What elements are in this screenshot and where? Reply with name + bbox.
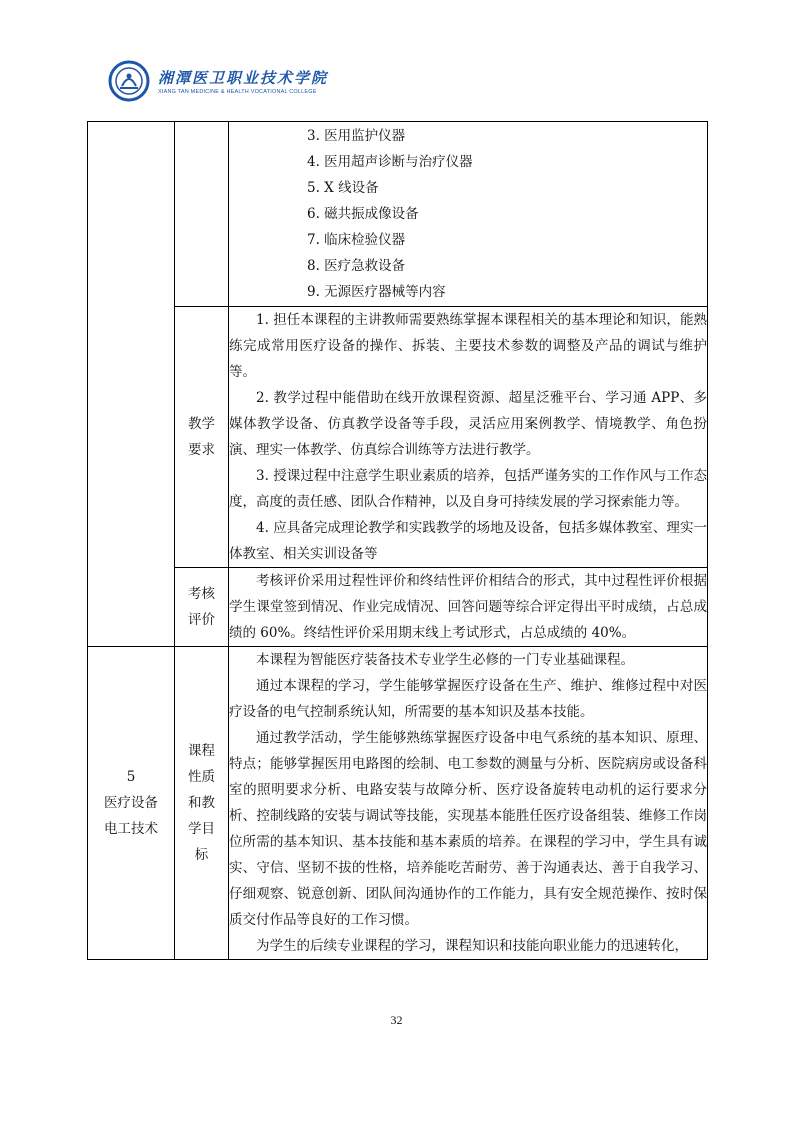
course-nature-content bbox=[229, 647, 708, 960]
paragraph: 2. 教学过程中能借助在线开放课程资源、超星泛雅平台、学习通 APP、多媒体教学设备、仿真教学设备等手段，灵活应用案例教学、情境教学、角色扮演、理实一体教学、仿真综合训练等方法进行教学。 bbox=[229, 390, 707, 458]
course-nature-label: 课程 性质 和教 学目 标 bbox=[175, 647, 229, 960]
paragraph: 本课程为智能医疗装备技术专业学生必修的一门专业基础课程。 bbox=[256, 652, 634, 668]
list-item: 9. 无源医疗器械等内容 bbox=[307, 284, 446, 300]
list-item: 3. 医用监护仪器 bbox=[307, 128, 406, 144]
list-item: 7. 临床检验仪器 bbox=[307, 232, 406, 248]
list-item: 8. 医疗急救设备 bbox=[307, 258, 406, 274]
school-name-cn: 湘潭医卫职业技术学院 bbox=[158, 69, 329, 87]
table-row bbox=[88, 568, 708, 647]
paragraph: 通过本课程的学习，学生能够掌握医疗设备在生产、维护、维修过程中对医疗设备的电气控制系统认知，所需要的基本知识及基本技能。 bbox=[229, 678, 707, 720]
paragraph: 为学生的后续专业课程的学习，课程知识和技能向职业能力的迅速转化， bbox=[256, 938, 688, 954]
list-item: 6. 磁共振成像设备 bbox=[307, 206, 419, 222]
curriculum-table bbox=[87, 121, 708, 960]
school-logo bbox=[108, 58, 328, 104]
paragraph: 考核评价采用过程性评价和终结性评价相结合的形式，其中过程性评价根据学生课堂签到情况、作业完成情况、回答问题等综合评定得出平时成绩，占总成绩的 60%。终结性评价采用期末线上考试形式，占总成绩的 40%。 bbox=[229, 573, 707, 641]
assessment-label: 考核 评价 bbox=[175, 568, 229, 647]
list-item: 4. 医用超声诊断与治疗仪器 bbox=[307, 154, 473, 170]
paragraph: 4. 应具备完成理论教学和实践教学的场地及设备，包括多媒体教室、理实一体教室、相关实训设备等 bbox=[229, 520, 707, 562]
paragraph: 3. 授课过程中注意学生职业素质的培养，包括严谨务实的工作作风与工作态度，高度的责任感、团队合作精神，以及自身可持续发展的学习探索能力等。 bbox=[229, 468, 707, 510]
teaching-requirements-label: 教学 要求 bbox=[175, 307, 229, 568]
course-number: 5 bbox=[126, 769, 136, 785]
paragraph: 1. 担任本课程的主讲教师需要熟练掌握本课程相关的基本理论和知识，能熟练完成常用医疗设备的操作、拆装、主要技术参数的调整及产品的调试与维护等。 bbox=[229, 312, 707, 380]
table-row bbox=[88, 307, 708, 568]
label-cell-empty bbox=[175, 122, 229, 307]
paragraph: 通过教学活动，学生能够熟练掌握医疗设备中电气系统的基本知识、原理、特点；能够掌握医用电路图的绘制、电工参数的测量与分析、医院病房或设备科室的照明要求分析、电路安装与故障分析、医疗设备旋转电动机的运行要求分析、控制线路的安装与调试等技能，实现基本能胜任医疗设备组装、维修工作岗位所需的基本知识、基本技能和基本素质的培养。在课程的学习中，学生具有诚实、守信、坚韧不拔的性格，培养能吃苦耐劳、善于沟通表达、善于自我学习、仔细观察、锐意创新、团队间沟通协作的工作能力，具有安全规范操作、按时保质交付作品等良好的工作习惯。 bbox=[229, 730, 707, 928]
course-name-line-2: 电工技术 bbox=[104, 821, 158, 837]
school-emblem-icon bbox=[108, 60, 150, 102]
teaching-requirements-content bbox=[229, 307, 708, 568]
table-row bbox=[88, 647, 708, 960]
course-name-cell-empty bbox=[88, 122, 175, 647]
course-name-cell bbox=[88, 647, 175, 960]
table-row bbox=[88, 122, 708, 307]
page-number: 32 bbox=[390, 1013, 403, 1027]
assessment-content bbox=[229, 568, 708, 647]
course-name-line-1: 医疗设备 bbox=[104, 795, 158, 811]
equipment-list-cell bbox=[229, 122, 708, 307]
list-item: 5. X 线设备 bbox=[307, 180, 379, 196]
school-name-en: XIANG TAN MEDICINE & HEALTH VOCATIONAL COLLEGE bbox=[158, 89, 317, 95]
